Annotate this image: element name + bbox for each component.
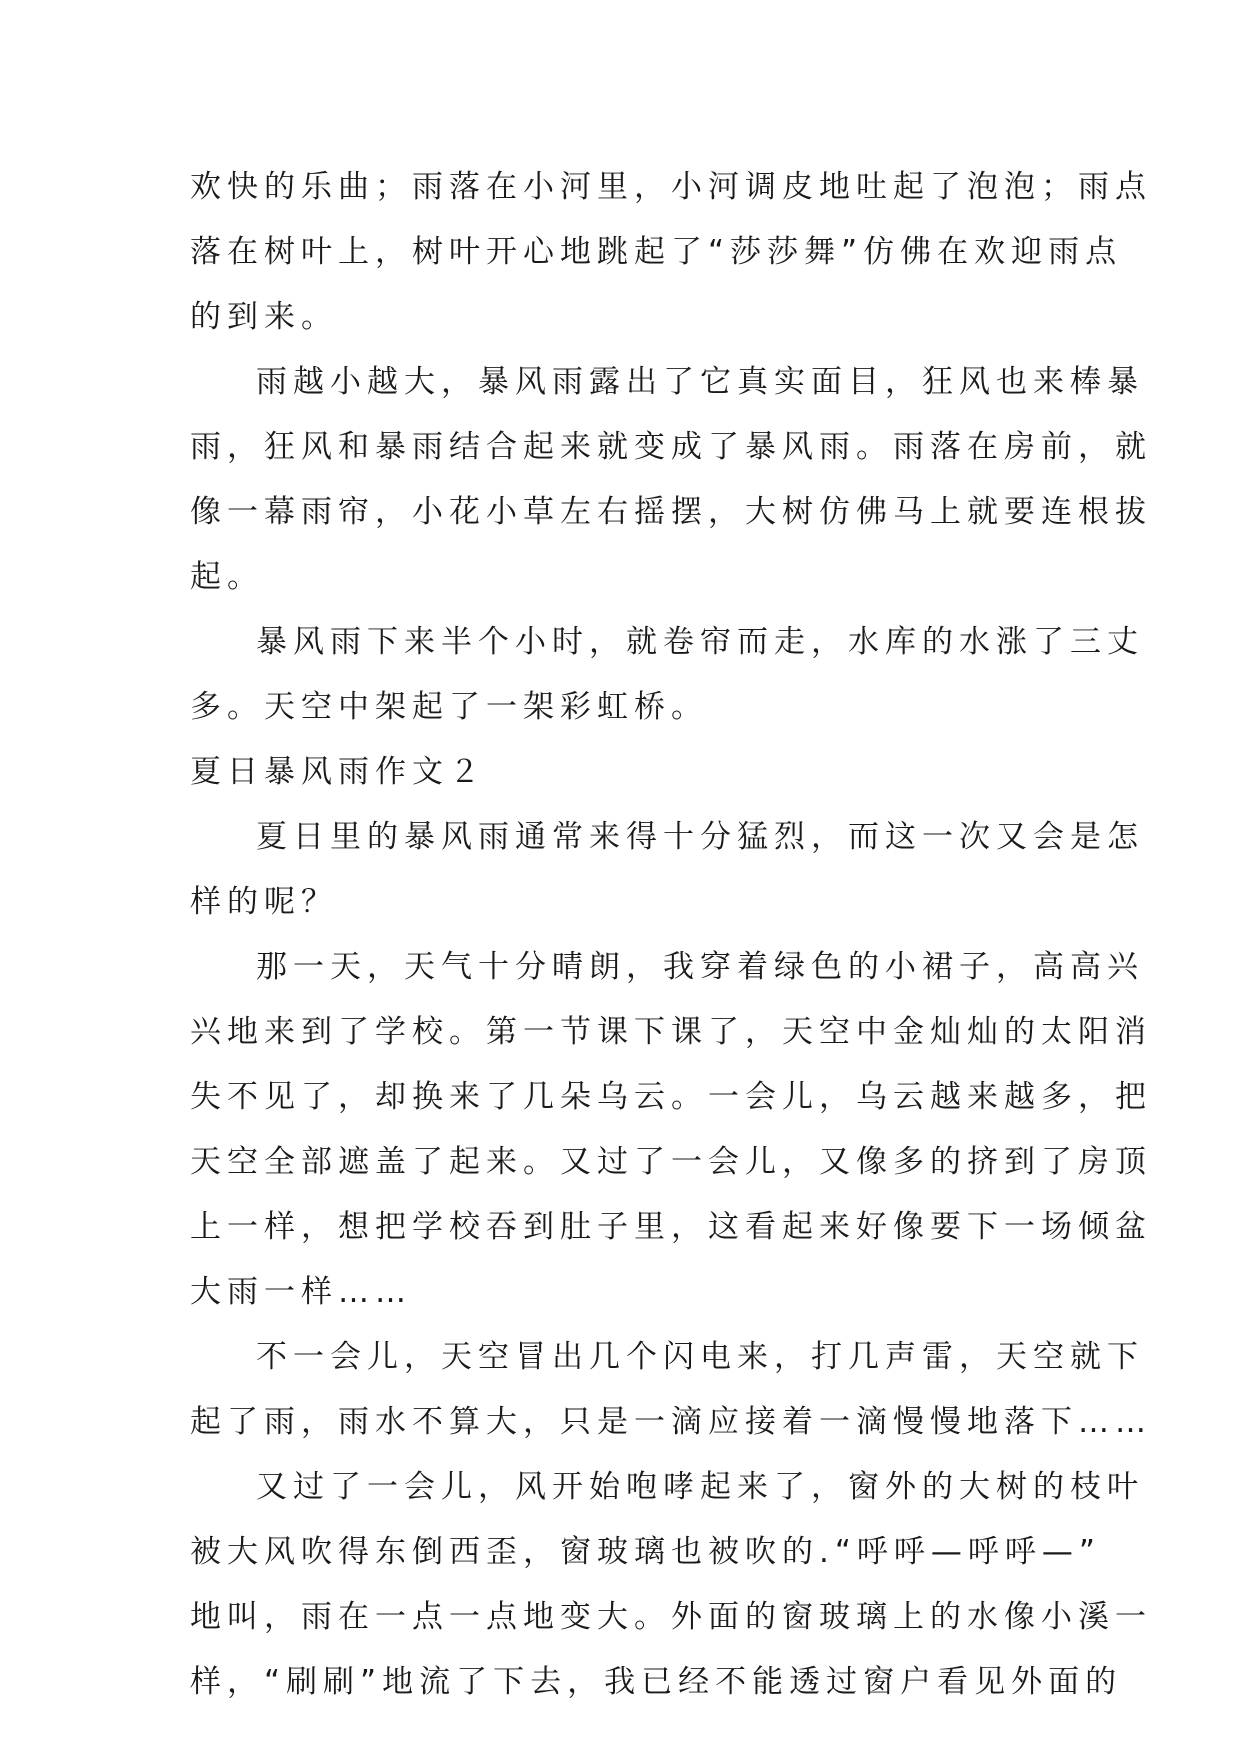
text-line: 多。天空中架起了一架彩虹桥。 [190, 689, 708, 725]
text-line: 像一幕雨帘，小花小草左右摇摆，大树仿佛马上就要连根拔 [190, 494, 1152, 530]
text-line: 样，“刷刷”地流了下去，我已经不能透过窗户看见外面的 [190, 1664, 1123, 1700]
text-line: 样的呢？ [190, 884, 338, 920]
paragraph-first-line: 夏日里的暴风雨通常来得十分猛烈，而这一次又会是怎 [256, 819, 1144, 855]
section-title: 夏日暴风雨作文２ [190, 754, 486, 790]
paragraph-first-line: 不一会儿，天空冒出几个闪电来，打几声雷，天空就下 [256, 1339, 1144, 1375]
text-line: 落在树叶上，树叶开心地跳起了“莎莎舞”仿佛在欢迎雨点 [190, 234, 1123, 270]
text-line: 兴地来到了学校。第一节课下课了，天空中金灿灿的太阳消 [190, 1014, 1152, 1050]
text-line: 起。 [190, 559, 264, 595]
text-line: 的到来。 [190, 299, 338, 335]
text-line: 被大风吹得东倒西歪，窗玻璃也被吹的.“呼呼—呼呼—” [190, 1534, 1101, 1570]
paragraph-first-line: 那一天，天气十分晴朗，我穿着绿色的小裙子，高高兴 [256, 949, 1144, 985]
text-line: 雨，狂风和暴雨结合起来就变成了暴风雨。雨落在房前，就 [190, 429, 1152, 465]
text-line: 天空全部遮盖了起来。又过了一会儿，又像多的挤到了房顶 [190, 1144, 1152, 1180]
document-page [190, 155, 1152, 1715]
text-line: 地叫，雨在一点一点地变大。外面的窗玻璃上的水像小溪一 [190, 1599, 1152, 1635]
text-line: 大雨一样…… [190, 1274, 412, 1310]
paragraph-first-line: 又过了一会儿，风开始咆哮起来了，窗外的大树的枝叶 [256, 1469, 1144, 1505]
text-line: 上一样，想把学校吞到肚子里，这看起来好像要下一场倾盆 [190, 1209, 1152, 1245]
paragraph-first-line: 暴风雨下来半个小时，就卷帘而走，水库的水涨了三丈 [256, 624, 1144, 660]
text-line: 失不见了，却换来了几朵乌云。一会儿，乌云越来越多，把 [190, 1079, 1152, 1115]
paragraph-first-line: 雨越小越大，暴风雨露出了它真实面目，狂风也来棒暴 [256, 364, 1144, 400]
text-line: 起了雨，雨水不算大，只是一滴应接着一滴慢慢地落下…… [190, 1404, 1152, 1440]
text-line: 欢快的乐曲；雨落在小河里，小河调皮地吐起了泡泡；雨点 [190, 169, 1152, 205]
